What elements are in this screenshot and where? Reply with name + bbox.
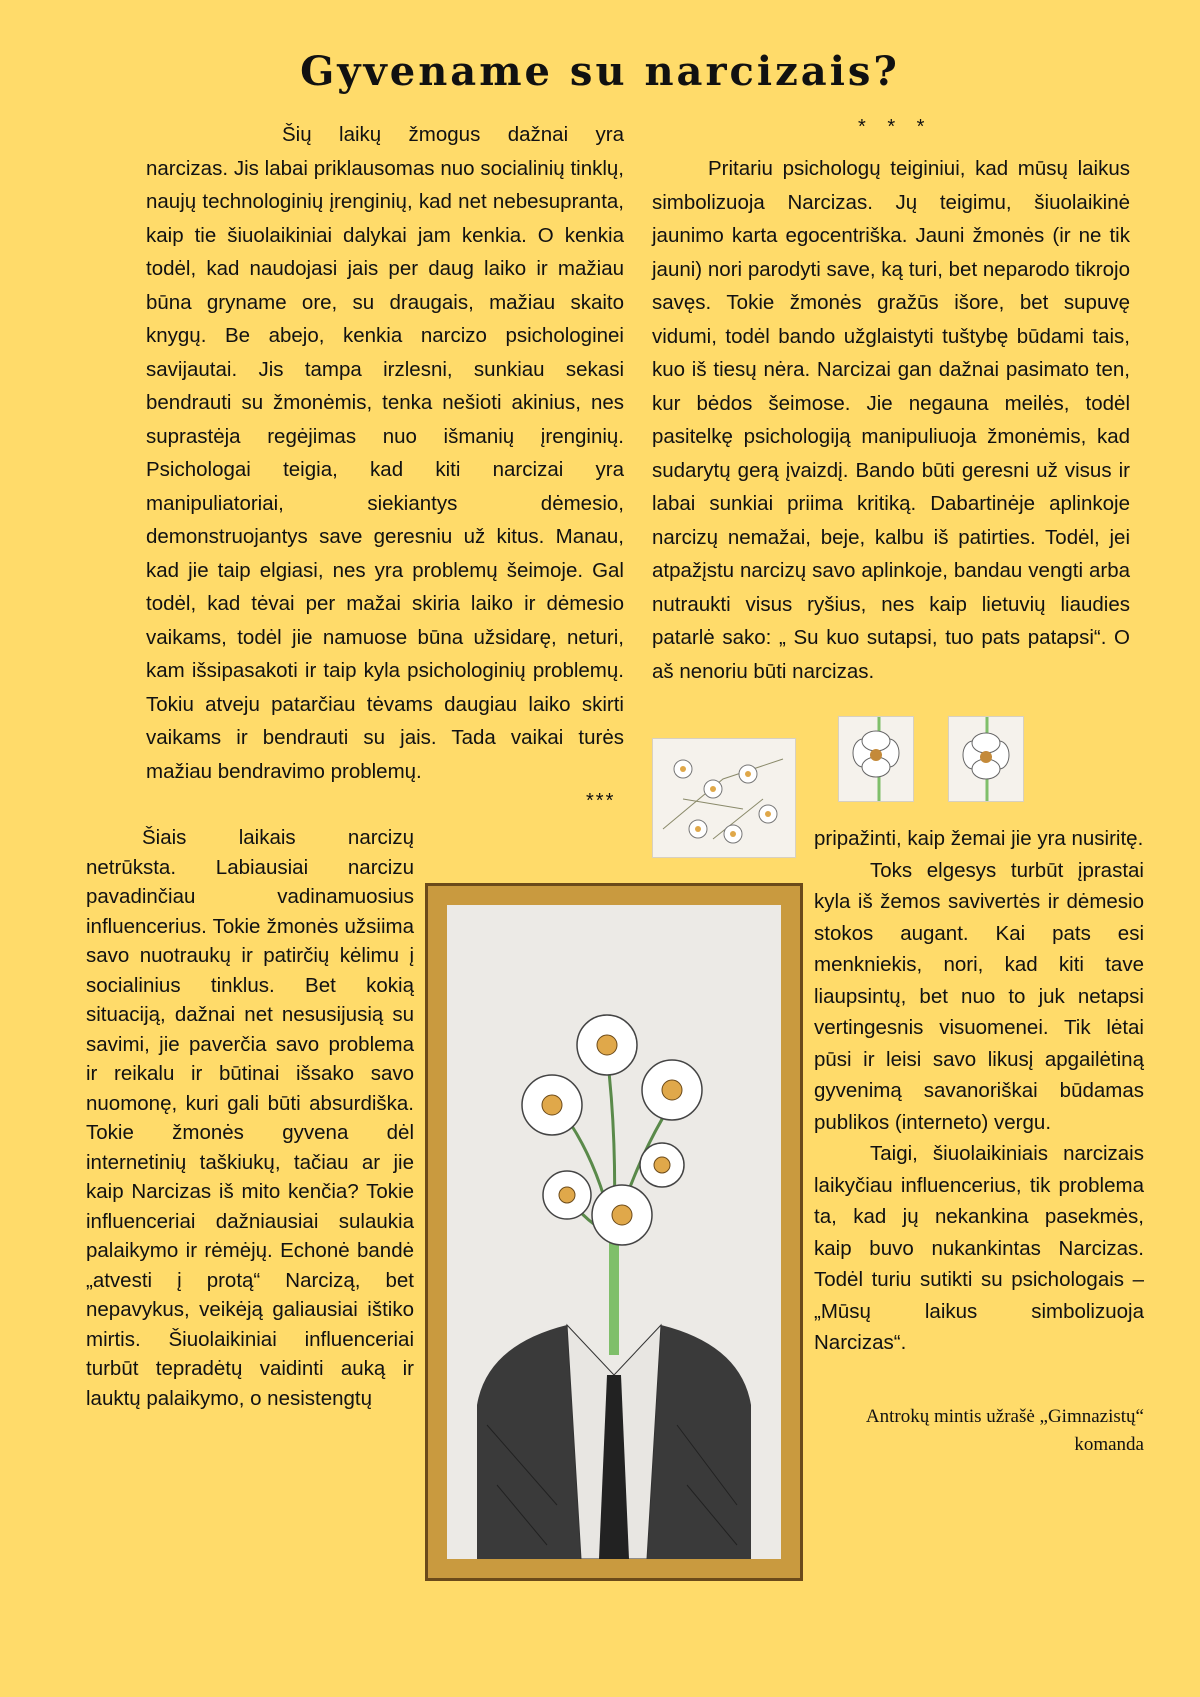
bottom-left-paragraph: Šiais laikais narcizų netrūksta. Labiausiai narcizu pavadinčiau vadinamuosius influencerius. Tokie žmonės užsiima savo nuotraukų ir patirčių kėlimu į socialinius tinklus. Bet kokią situaciją, dažnai net nesusijusią su savimi, jie paverčia savo problema ir reikalu ir būtinai išsako savo nuomonę, kuri gali būti absurdiška. Tokie žmonės gyvena dėl internetinių taškiukų, tačiau ar jie kaip Narcizas iš mito kenčia? Tokie influenceriai dažniausiai sulaukia palaikymo ir rėmėjų. Echonė bandė „atvesti į protą“ Narcizą, bet nepavykus, veikėją galiausiai ištiko mirtis. Šiuolaikiniai influenceriai turbūt tepradėtų vaidinti auką ir lauktų palaikymo, o nesistengtų bbox=[86, 826, 414, 1410]
narcissus-portrait-icon bbox=[447, 905, 781, 1559]
framed-drawing bbox=[425, 883, 803, 1581]
daffodil-thumbnail bbox=[652, 738, 796, 858]
bottom-left-column bbox=[86, 823, 414, 1413]
bottom-right-paragraph: pripažinti, kaip žemai jie yra nusiritę. bbox=[814, 827, 1144, 850]
separator-stars-small: *** bbox=[586, 790, 616, 812]
left-column bbox=[146, 118, 624, 788]
left-paragraph: Šių laikų žmogus dažnai yra narcizas. Jis labai priklausomas nuo socialinių tinklų, naujų technologinių įrenginių, kad net nebesupranta, kaip tie šiuolaikiniai dalykai jam kenkia. O kenkia todėl, kad naudojasi jais per daug laiko ir mažiau būna gryname ore, su draugais, mažiau skaito knygų. Be abejo, kenkia narcizo psichologinei savijautai. Jis tampa irzlesni, sunkiau sekasi bendrauti su žmonėmis, tenka nešioti akinius, nes suprastėja regėjimas nuo išmanių įrenginių. Psichologai teigia, kad kiti narcizai yra manipuliatoriai, siekiantys dėmesio, demonstruojantys save geresniu už kitus. Manau, kad jie taip elgiasi, nes yra problemų šeimoje. Gal todėl, kad tėvai per mažai skiria laiko ir dėmesio vaikams, todėl jie namuose būna užsidarę, neturi, kam išsipasakoti ir taip kyla psichologinių problemų. Tokiu atveju patarčiau tėvams daugiau laiko skirti vaikams ir bendrauti su jais. Tada vaikai turės mažiau bendravimo problemų. bbox=[146, 123, 624, 783]
daffodil-thumbnail bbox=[948, 716, 1024, 802]
daffodil-sketch-icon bbox=[839, 717, 913, 801]
bottom-right-column bbox=[814, 823, 1144, 1359]
right-column bbox=[652, 152, 1130, 688]
signature: Antrokų mintis užrašė „Gimnazistų“ komanda bbox=[865, 1406, 1144, 1455]
daffodil-sketch-icon bbox=[653, 739, 795, 857]
daffodil-thumbnail bbox=[838, 716, 914, 802]
right-paragraph: Pritariu psichologų teiginiui, kad mūsų laikus simbolizuoja Narcizas. Jų teigimu, šiuolaikinė jaunimo karta egocentriška. Jauni žmonės (ir ne tik jauni) nori parodyti save, ką turi, bet neparodo tikrojo savęs. Tokie žmonės gražūs išore, bet supuvę vidumi, todėl bando užglaistyti tuštybę būdami tais, kuo iš tiesų nėra. Narcizai gan dažnai pasimato ten, kur bėdos šeimose. Jie negauna meilės, todėl pasitelkę psichologiją manipuliuoja žmonėmis, kad sudarytų gerą įvaizdį. Bando būti geresni už visus ir labai sunkiai priima kritiką. Dabartinėje aplinkoje narcizų nemažai, beje, kalbu iš patirties. Todėl, jei atpažįstu narcizų savo aplinkoje, bandau vengti arba nutraukti visus ryšius, nes kaip lietuvių liaudies patarlė sako: „ Su kuo sutapsi, tuo pats patapsi“. O aš nenoriu būti narcizas. bbox=[652, 157, 1130, 683]
daffodil-sketch-icon bbox=[949, 717, 1023, 801]
page-title: Gyvename su narcizais? bbox=[300, 48, 900, 95]
bottom-right-paragraph: Taigi, šiuolaikiniais narcizais laikyčiau influencerius, tik problema ta, kad jų nekankina pasekmės, kaip buvo nukankintas Narcizas. Todėl turiu sutikti su psichologais – „Mūsų laikus simbolizuoja Narcizas“. bbox=[814, 1142, 1144, 1354]
separator-stars: * * * bbox=[858, 116, 933, 138]
bottom-right-paragraph: Toks elgesys turbūt įprastai kyla iš žemos savivertės ir dėmesio stokos augant. Kai pats esi menkniekis, nori, kad kiti tave liaupsintų, bet nuo to juk netapsi vertingesnis visuomenei. Tik lėtai pūsi ir leisi savo likusį apgailėtiną gyvenimą savanoriškai būdamas publikos (interneto) vergu. bbox=[814, 858, 1144, 1134]
